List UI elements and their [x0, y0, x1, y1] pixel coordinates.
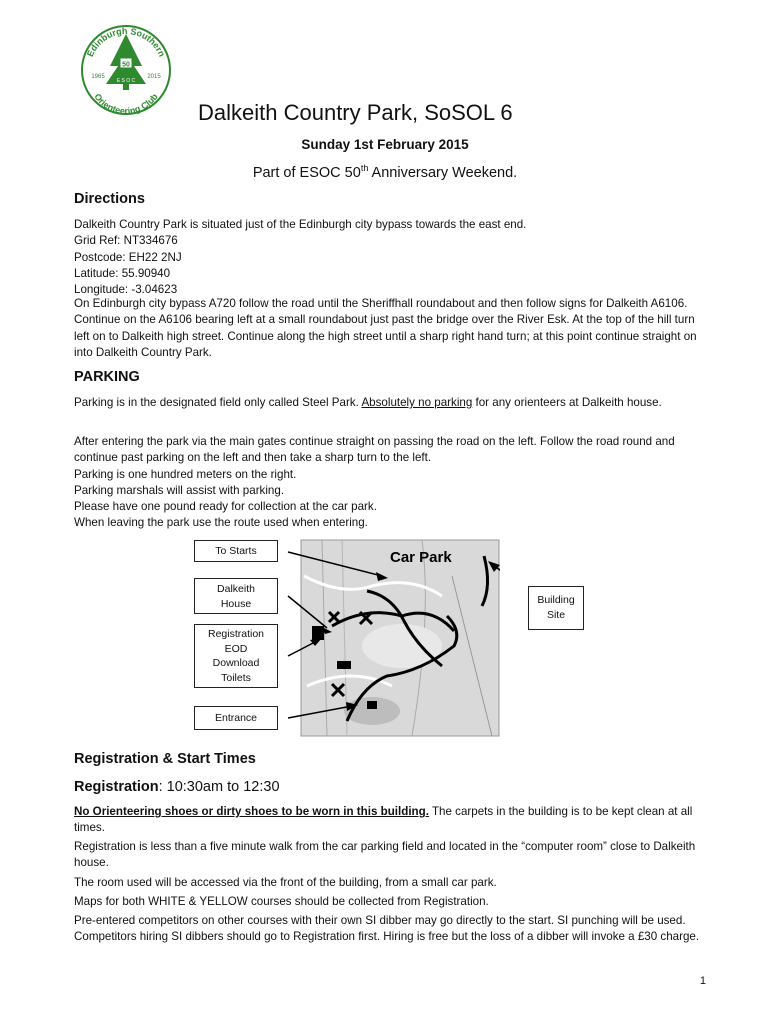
event-date: Sunday 1st February 2015	[301, 137, 469, 152]
parking-p4: Parking marshals will assist with parking.	[74, 483, 285, 497]
logo-club-name-top: Edinburgh Southern	[84, 25, 168, 59]
club-logo	[76, 18, 176, 118]
map-label-to-starts: To Starts	[194, 540, 278, 562]
grid-ref: Grid Ref: NT334676	[74, 234, 178, 248]
parking-p3: Parking is one hundred meters on the right.	[74, 467, 297, 481]
directions-block	[74, 217, 706, 298]
registration-p5: Pre-entered competitors on other courses with their own SI dibber may go directly to the start. SI punching will be used. Competitors hiring SI dibbers should go to Registration first. Hiring is free but the loss of a dibber will invoke a £30 charge.	[74, 914, 700, 944]
directions-heading: Directions	[74, 191, 145, 207]
registration-subheading	[74, 779, 706, 795]
registration-p1-post: The carpets in the building is to be kept clean at all times.	[74, 805, 693, 835]
registration-label: Registration	[74, 779, 159, 795]
map-label-registration	[194, 624, 278, 688]
logo-badge: 50	[122, 61, 130, 69]
registration-heading: Registration & Start Times	[74, 751, 256, 767]
registration-p3: The room used will be accessed via the front of the building, from a small car park.	[74, 876, 497, 889]
map-label-reg-line4: Toilets	[221, 671, 251, 684]
registration-p2: Registration is less than a five minute walk from the car parking field and located in the “computer room” close to Dalkeith house.	[74, 840, 696, 870]
map-label-reg-line2: EOD	[224, 642, 248, 655]
registration-p4: Maps for both WHITE & YELLOW courses should be collected from Registration.	[74, 895, 489, 908]
park-map	[192, 536, 500, 738]
subtitle-pre: Part of ESOC 50	[252, 164, 361, 181]
parking-p5: Please have one pound ready for collection at the car park.	[74, 500, 377, 514]
page-number: 1	[699, 975, 706, 987]
directions-intro: Dalkeith Country Park is situated just of the Edinburgh city bypass towards the east end.	[74, 218, 527, 231]
parking-p1-underline: Absolutely no parking	[361, 396, 473, 409]
directions-route: On Edinburgh city bypass A720 follow the road until the Sheriffhall roundabout and then follow signs for Dalkeith A6106. Continue on the A6106 bearing left at a small roundabout just past the bridge over the River Esk. At the top of the hill turn left on to Dalkeith high street. Continue along the high street until a sharp right hand turn; at this point continue straight on into Dalkeith Country Park.	[74, 297, 697, 359]
map-label-dalkeith-line1: Dalkeith	[217, 583, 255, 595]
map-label-entrance: Entrance	[194, 706, 278, 730]
map-label-reg-line1: Registration	[207, 628, 265, 640]
postcode: Postcode: EH22 2NJ	[74, 250, 182, 264]
registration-time: : 10:30am to 12:30	[158, 779, 280, 795]
parking-block	[74, 434, 706, 532]
map-label-reg-line3: Download	[212, 657, 260, 669]
logo-year-end: 2015	[147, 74, 161, 80]
parking-p1-post: for any orienteers at Dalkeith house.	[472, 396, 662, 409]
map-label-building-line1: Building	[537, 594, 575, 606]
subtitle-post: Anniversary Weekend.	[368, 164, 518, 181]
logo-club-name-bottom: Orienteering Club	[92, 91, 160, 117]
subtitle-sup: th	[360, 163, 369, 173]
map-label-dalkeith-line2: House	[220, 597, 252, 610]
map-label-building-site	[528, 586, 584, 630]
map-car-park-label: Car Park	[390, 549, 452, 566]
parking-p1-pre: Parking is in the designated field only called Steel Park.	[74, 396, 362, 409]
event-subtitle	[0, 163, 770, 181]
longitude: Longitude: -3.04623	[74, 283, 178, 297]
registration-p1	[74, 804, 706, 837]
parking-p1	[74, 395, 706, 411]
parking-heading: PARKING	[74, 369, 140, 385]
page-title: Dalkeith Country Park, SoSOL 6	[198, 100, 513, 125]
parking-p2: After entering the park via the main gates continue straight on passing the road on the left. Follow the road round and continue past parking on the left and then take a sharp turn to the left.	[74, 435, 675, 465]
parking-p6: When leaving the park use the route used when entering.	[74, 516, 368, 530]
map-label-building-line2: Site	[546, 608, 566, 621]
registration-p1-underline: No Orienteering shoes or dirty shoes to be worn in this building.	[74, 805, 429, 818]
latitude: Latitude: 55.90940	[74, 266, 171, 280]
logo-initials: E S O C	[116, 78, 136, 84]
map-label-dalkeith-house	[194, 578, 278, 614]
logo-year-start: 1965	[91, 74, 105, 80]
